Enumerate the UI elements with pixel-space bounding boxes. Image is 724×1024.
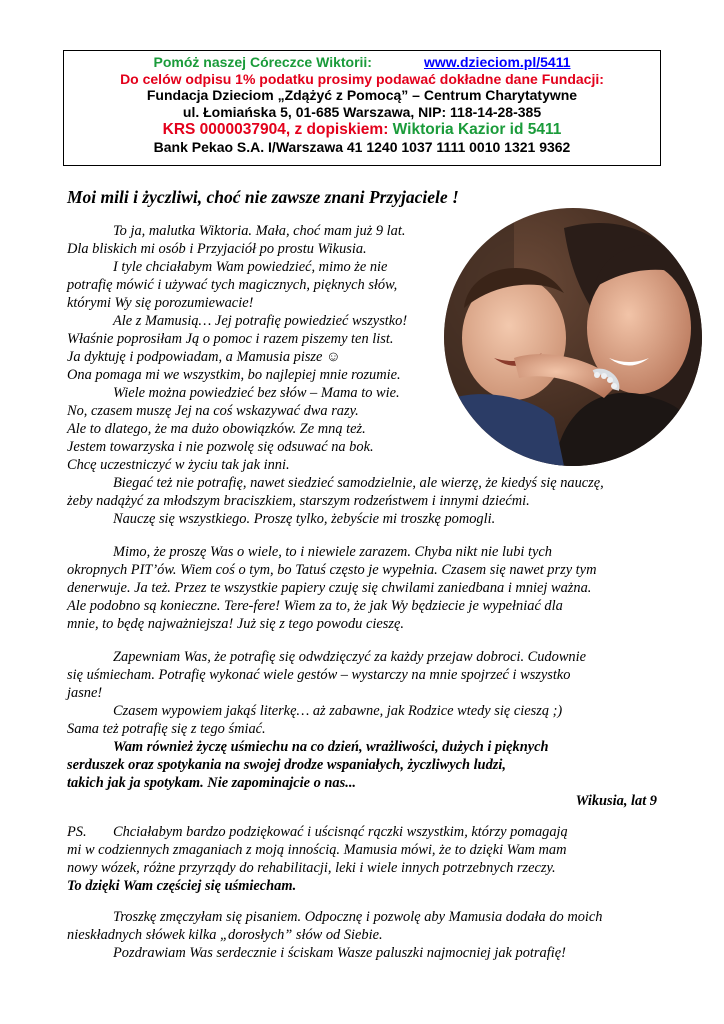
text-line: żeby nadążyć za młodszym braciszkiem, starszym rodzeństwem i innymi dziećmi. [67, 493, 530, 509]
text-line: Ale to dlatego, że ma dużo obowiązków. Ze mną też. [67, 421, 366, 437]
text-line: Nauczę się wszystkiego. Proszę tylko, żebyście mi troszkę pomogli. [113, 511, 496, 527]
text-line: Mimo, że proszę Was o wiele, to i niewiele zarazem. Chyba nikt nie lubi tych [113, 544, 552, 560]
signature: Wikusia, lat 9 [575, 793, 657, 809]
text-line: denerwuje. Ja też. Przez te wszystkie papiery czuję się chwilami zaniedbana i mniej ważna. [67, 580, 592, 596]
bank-account: Bank Pekao S.A. I/Warszawa 41 1240 1037 1111 0010 1321 9362 [153, 139, 571, 155]
ps-line [67, 823, 659, 841]
ps-highlight: To dzięki Wam częściej się uśmiecham. [67, 878, 297, 894]
text-line: To ja, malutka Wiktoria. Mała, choć mam już 9 lat. [113, 223, 406, 239]
foundation-name: Fundacja Dzieciom „Zdążyć z Pomocą” – Centrum Charytatywne [146, 87, 578, 103]
letter-title: Moi mili i życzliwi, choć nie zawsze znani Przyjaciele ! [67, 187, 459, 207]
beneficiary-name: Wiktoria Kazior id 5411 [392, 121, 562, 138]
text-line: nieskładnych słówek kilka „dorosłych” słów od Siebie. [67, 927, 383, 943]
text-line: Pozdrawiam Was serdecznie i ściskam Wasze paluszki najmocniej jak potrafię! [113, 945, 566, 961]
text-line: nowy wózek, różne przyrządy do rehabilitacji, leki i wiele innych potrzebnych rzeczy. [67, 860, 556, 876]
text-line: Ona pomaga mi we wszystkim, bo najlepiej mnie rozumie. [67, 367, 401, 383]
donation-link[interactable]: www.dzieciom.pl/5411 [423, 54, 571, 70]
wishes-line: takich jak ja spotykam. Nie zapominajcie o nas... [67, 775, 357, 791]
wishes-line: serduszek oraz spotykania na swojej drodze wspaniałych, życzliwych ludzi, [67, 757, 506, 773]
text-line: Wiele można powiedzieć bez słów – Mama to wie. [113, 385, 400, 401]
text-line: Zapewniam Was, że potrafię się odwdzięczyć za każdy przejaw dobroci. Cudownie [113, 649, 586, 665]
text-line: Czasem wypowiem jakąś literkę… aż zabawne, jak Rodzice wtedy się cieszą ;) [113, 703, 563, 719]
text-line: Troszkę zmęczyłam się pisaniem. Odpocznę i pozwolę aby Mamusia dodała do moich [113, 909, 603, 925]
text-line: mnie, to będę najważniejsza! Już się z tego powodu cieszę. [67, 616, 404, 632]
text-line: Właśnie poprosiłam Ją o pomoc i razem piszemy ten list. [67, 331, 394, 347]
tax-request-line: Do celów odpisu 1% podatku prosimy podawać dokładne dane Fundacji: [120, 70, 604, 87]
text-line: Chcę uczestniczyć w życiu tak jak inni. [67, 457, 290, 473]
text-line: Jestem towarzyska i nie pozwolę się odsuwać na bok. [67, 439, 374, 455]
text-line: No, czasem muszę Jej na coś wskazywać dwa razy. [67, 403, 359, 419]
text-line: Biegać też nie potrafię, nawet siedzieć samodzielnie, ale wierzę, że kiedyś się nauczę, [113, 475, 604, 491]
header-line-1 [64, 54, 660, 71]
donation-info-box [63, 50, 661, 166]
text-line: jasne! [67, 685, 103, 701]
help-label: Pomóż naszej Córeczce Wiktorii: [153, 54, 372, 70]
foundation-address: ul. Łomiańska 5, 01-685 Warszawa, NIP: 118-14-28-385 [182, 103, 542, 120]
text-line: Ale z Mamusią… Jej potrafię powiedzieć wszystko! [113, 313, 408, 329]
text-line: Chciałabym bardzo podziękować i uścisnąć rączki wszystkim, którzy pomagają [113, 824, 568, 840]
text-line: się uśmiecham. Potrafię wykonać wiele gestów – wystarczy na mnie spojrzeć i wszystko [67, 667, 571, 683]
krs-number: KRS 0000037904, z dopiskiem: [162, 121, 389, 138]
text-line: potrafię mówić i używać tych magicznych, pięknych słów, [67, 277, 398, 293]
text-line: mi w codziennych zmaganiach z moją innością. Mamusia mówi, że to dzięki Wam mam [67, 842, 567, 858]
letter-body [67, 222, 659, 962]
text-line: okropnych PIT’ów. Wiem coś o tym, bo Tatuś często je wypełnia. Czasem się nawet przy tym [67, 562, 597, 578]
text-line: Ja dyktuję i podpowiadam, a Mamusia pisze ☺ [67, 349, 341, 365]
text-line: którymi Wy się porozumiewacie! [67, 295, 254, 311]
ps-label: PS. [67, 824, 87, 840]
text-line: Dla bliskich mi osób i Przyjaciół po prostu Wikusia. [67, 241, 367, 257]
text-line: I tyle chciałabym Wam powiedzieć, mimo że nie [113, 259, 388, 275]
krs-line [64, 120, 660, 139]
wishes-line: Wam również życzę uśmiechu na co dzień, wrażliwości, dużych i pięknych [113, 739, 549, 755]
text-line: Sama też potrafię się z tego śmiać. [67, 721, 266, 737]
text-line: Ale podobno są konieczne. Tere-fere! Wiem za to, że jak Wy będziecie je wypełniać dla [67, 598, 563, 614]
